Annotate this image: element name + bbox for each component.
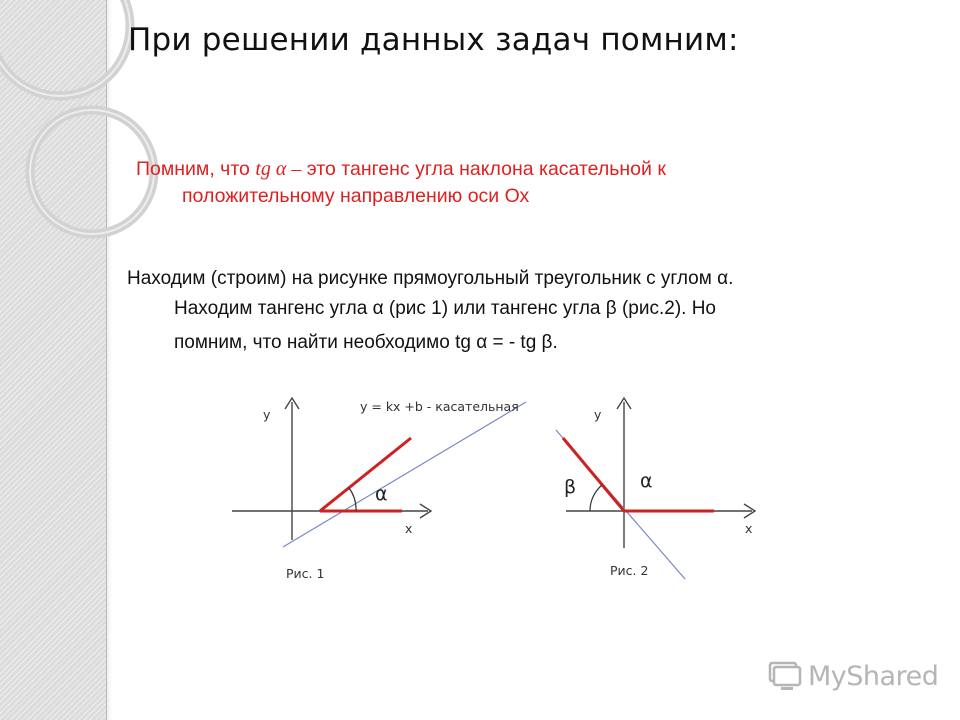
fig2-x-label: x — [745, 521, 753, 536]
myshared-logo-icon — [768, 659, 802, 693]
fig1-y-label: y — [263, 407, 271, 422]
slide-title: При решении данных задач помним: — [128, 22, 739, 58]
fig1-caption: Рис. 1 — [286, 566, 325, 581]
body-line2: Находим тангенс угла α (рис 1) или тангенс угла β (рис.2). Но — [174, 298, 717, 319]
fig2-caption: Рис. 2 — [610, 563, 649, 578]
fig1-line-label: y = kx +b - касательная — [360, 399, 519, 414]
fig2-alpha-label: α — [640, 470, 653, 492]
reminder-prefix: Помним, что — [136, 158, 256, 180]
figure-1 — [232, 398, 526, 581]
fig1-hypotenuse-segment — [320, 438, 411, 511]
figure-2 — [556, 398, 755, 579]
reminder-line2: положительному направлению оси Ох — [182, 185, 530, 207]
body-line3: помним, что найти необходимо tg α = - tg β. — [174, 332, 558, 353]
fig1-x-label: x — [405, 521, 413, 536]
fig2-hypotenuse-segment — [563, 438, 624, 511]
myshared-logo-text: MyShared — [808, 660, 939, 692]
reminder-line1-rest: это тангенс угла наклона касательной к — [301, 158, 666, 180]
fig2-beta-label: β — [564, 476, 577, 498]
fig2-y-label: y — [594, 407, 602, 422]
fig1-alpha-label: α — [375, 483, 388, 505]
body-line1: Находим (строим) на рисунке прямоугольный треугольник с углом α. — [127, 268, 734, 289]
fig2-beta-arc — [590, 485, 602, 511]
reminder-formula: tg α – — [255, 158, 302, 180]
myshared-logo — [768, 656, 938, 696]
